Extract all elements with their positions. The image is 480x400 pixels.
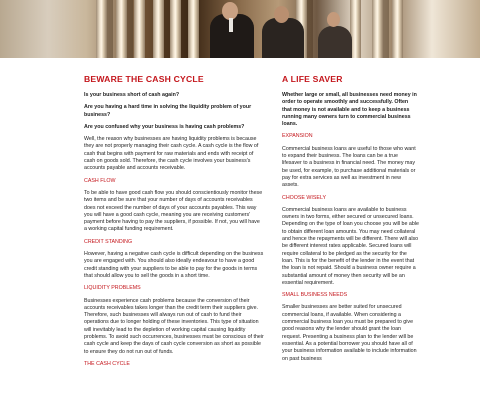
pillar — [372, 0, 383, 58]
subheading-liquidity-problems: LIQUIDITY PROBLEMS — [84, 285, 141, 292]
right-heading: A LIFE SAVER — [282, 74, 343, 84]
header-photo-banner — [0, 0, 480, 58]
pillar — [392, 0, 403, 58]
question-2: Are you having a hard time in solving the liquidity problem of your business? — [84, 104, 252, 118]
right-article — [282, 66, 419, 368]
pillar — [134, 0, 145, 58]
question-3: Are you confused why your business is having cash problems? — [84, 123, 245, 130]
pillar — [153, 0, 164, 58]
shirt-detail — [229, 18, 233, 32]
pillar-shadow — [307, 0, 313, 58]
subheading-credit-standing: CREDIT STANDING — [84, 238, 133, 245]
subheading-the-cash-cycle: THE CASH CYCLE — [84, 360, 130, 367]
businessman-figure — [318, 26, 352, 58]
subheading-small-business-needs: SMALL BUSINESS NEEDS — [282, 292, 348, 299]
pillar-shadow — [127, 0, 133, 58]
intro-paragraph: Well, the reason why businesses are having liquidity problems is because they are not properly managing their cash cycle. A cash cycle is the flow of cash that begins with payment for raw materials and ends with receipt of cash on goods sold. Therefore, the cash cycle involves your business's accounts payable and accounts receivable. — [84, 136, 259, 172]
pillar-shadow — [383, 0, 389, 58]
pillar — [170, 0, 181, 58]
pillar — [96, 0, 107, 58]
subheading-cash-flow: CASH FLOW — [84, 177, 116, 184]
businessman-head — [327, 12, 340, 27]
question-1: Is your business short of cash again? — [84, 92, 180, 98]
subheading-expansion: EXPANSION — [282, 133, 313, 140]
cash-flow-paragraph: To be able to have good cash flow you should conscientiously monitor these two items and be sure that your number of days of accounts receivables does not exceed the number of days of your accounts payables. This way you will have a good cash cycle, meaning you are receiving customers' payment before having to pay the suppliers, if possible. If not, you will have a working capital funding requirement. — [84, 189, 263, 233]
credit-standing-paragraph: However, having a negative cash cycle is difficult depending on the business you are engaged with. You should also ideally endeavour to have a good credit standing with your suppliers to be able to pay for the goods in terms that should allow you to sell the goods in a short time. — [84, 251, 264, 279]
choose-wisely-paragraph: Commercial business loans are available to business owners in two forms, either secured or unsecured loans. Depending on the type of loan you choose you will be able to obtain different loan amounts. You may need collateral and hence the repayments will be different. There will also be different interest rates applicable. Secured loans will require collateral to be pledged as the security for the loan. This is for the benefit of the lender in the event that the loan is not repaid. Should a business owner require a substantial amount of money then security will be an essential requirement. — [282, 206, 419, 286]
pillar — [116, 0, 127, 58]
left-article — [84, 66, 264, 373]
small-business-paragraph: Smaller businesses are better suited for unsecured commercial loans, if available. When considering a commercial business loan you must be prepared to give good reasons why the lender should grant the loan request. Presenting a business plan to the lender will be essential. As a potential borrower you should have all of your business information available to include information on past business — [282, 304, 417, 362]
businessman-head — [274, 6, 289, 23]
expansion-paragraph: Commercial business loans are useful to those who want to expand their business. The loans can be a true lifesaver to a business in financial need. The money may be used, for example, to purchase additional materials or pay for extra services as well as investment in new assets. — [282, 145, 416, 189]
subheading-choose-wisely: CHOOSE WISELY — [282, 194, 327, 201]
liquidity-paragraph: Businesses experience cash problems because the conversion of their accounts receivables takes longer than the credit term their suppliers give. Therefore, such businesses will always run out of cash to fund their operations due to longer holding of these inventories. This type of situation will inevitably lead to the depletion of working capital causing liquidity problems. To avoid such occurrences, businesses must be conscious of their cash cycle and keep the days of cash cycle conversion as short as possible to ensure they do not run out of funds. — [84, 297, 264, 355]
left-heading: BEWARE THE CASH CYCLE — [84, 74, 204, 84]
pillar-shadow — [107, 0, 113, 58]
pillar — [188, 0, 199, 58]
businessman-figure — [262, 18, 304, 58]
lead-paragraph: Whether large or small, all businesses need money in order to operate smoothly and successfully. Often that money is not available and to keep a business running many owners turn to commercial business loans. — [282, 92, 417, 128]
